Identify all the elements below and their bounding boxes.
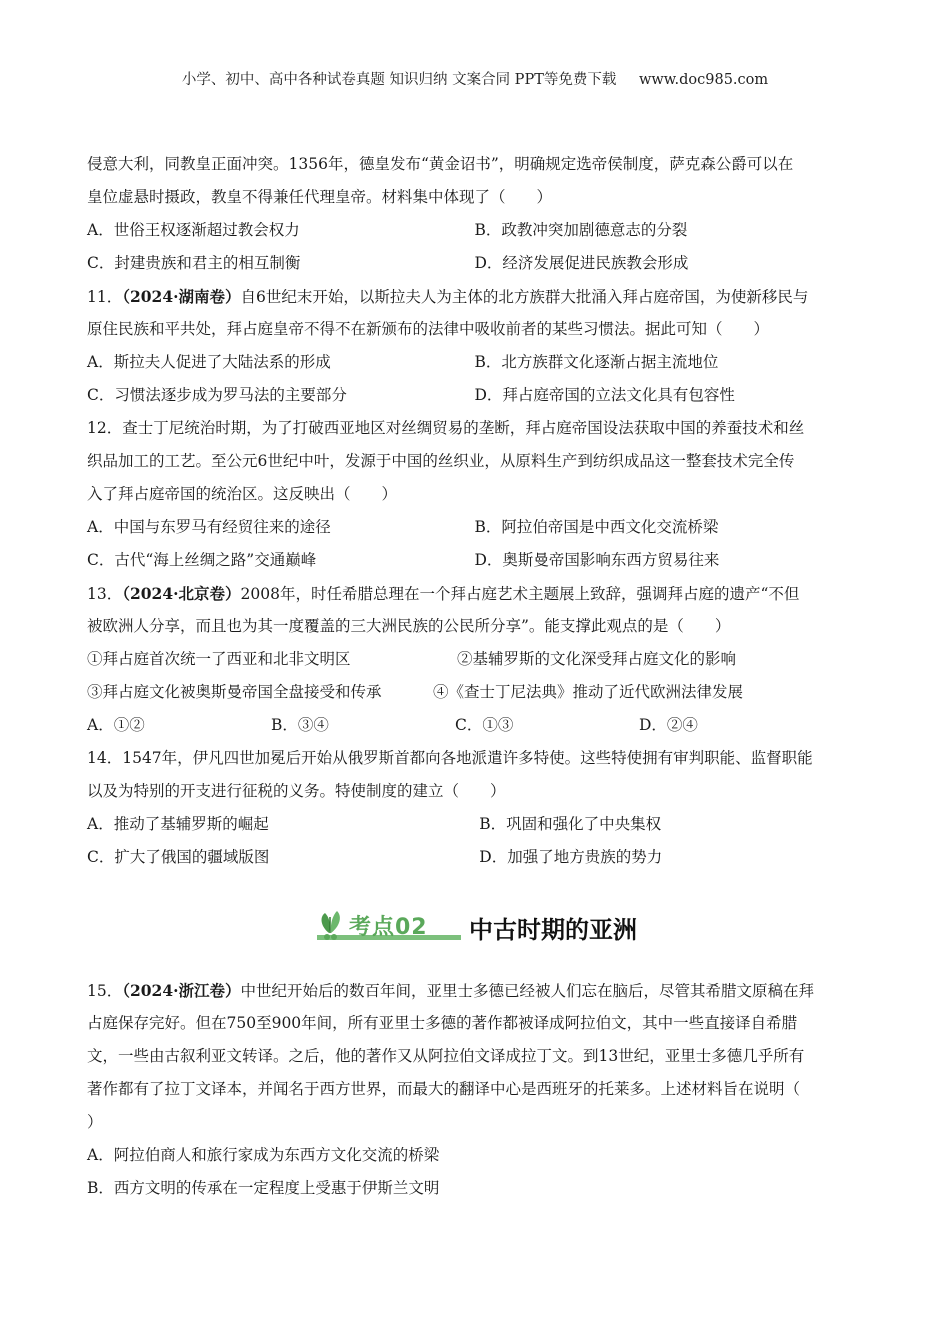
q11-options-row1 <box>87 346 862 379</box>
q12-options-row2 <box>87 544 862 577</box>
question-list-bottom <box>87 974 862 1205</box>
q11-option-b[interactable]: B．北方族群文化逐渐占据主流地位 <box>474 353 719 371</box>
q15-line5: ） <box>87 1113 103 1131</box>
page-header <box>0 68 950 89</box>
q12-option-b[interactable]: B．阿拉伯帝国是中西文化交流桥梁 <box>474 518 719 536</box>
q15-option-b[interactable]: B．西方文明的传承在一定程度上受惠于伊斯兰文明 <box>87 1179 440 1197</box>
q13-item-4: ④《查士丁尼法典》推动了近代欧洲法律发展 <box>433 683 744 701</box>
q10-option-c[interactable]: C．封建贵族和君主的相互制衡 <box>87 254 301 272</box>
q10-options-row2 <box>87 247 862 280</box>
q14-option-c[interactable]: C．扩大了俄国的疆域版图 <box>87 848 270 866</box>
q13-option-d[interactable]: D．②④ <box>639 716 698 734</box>
q13-line2: 被欧洲人分享，而且也为其一度覆盖的三大洲民族的公民所分享”。能支撑此观点的是（ ） <box>87 617 731 635</box>
q11-number: 11． <box>87 288 123 306</box>
header-text: 小学、初中、高中各种试卷真题 知识归纳 文案合同 PPT等免费下载 <box>181 72 617 88</box>
q12-line1: 12．查士丁尼统治时期，为了打破西亚地区对丝绸贸易的垄断，拜占庭帝国设法获取中国的养蚕技术和丝 <box>87 419 805 437</box>
q11-options-row2 <box>87 379 862 412</box>
q13-items-row1 <box>87 643 862 676</box>
q10-option-a[interactable]: A．世俗王权逐渐超过教会权力 <box>87 221 300 239</box>
q13-line1 <box>87 577 862 610</box>
q15-line3: 文，一些由古叙利亚文转译。之后，他的著作又从阿拉伯文译成拉丁文。到13世纪，亚里士多德几乎所有 <box>87 1047 805 1065</box>
q15-option-a[interactable]: A．阿拉伯商人和旅行家成为东西方文化交流的桥梁 <box>87 1146 440 1164</box>
q15-source: （2024·浙江卷） <box>122 981 241 1000</box>
q13-item-3: ③拜占庭文化被奥斯曼帝国全盘接受和传承 <box>87 683 382 701</box>
q15-line2: 占庭保存完好。但在750至900年间，所有亚里士多德的著作都被译成阿拉伯文，其中一些直接译自希腊 <box>87 1014 798 1032</box>
q13-item-2: ②基辅罗斯的文化深受拜占庭文化的影响 <box>457 650 737 668</box>
q15-line1 <box>87 974 862 1007</box>
section-title: 中古时期的亚洲 <box>469 915 637 944</box>
q12-option-a[interactable]: A．中国与东罗马有经贸往来的途径 <box>87 518 331 536</box>
question-list-top <box>87 148 862 874</box>
q10-options-row1 <box>87 214 862 247</box>
q13-text1: 2008年，时任希腊总理在一个拜占庭艺术主题展上致辞，强调拜占庭的遗产“不但 <box>240 585 800 603</box>
q12-line3: 入了拜占庭帝国的统治区。这反映出（ ） <box>87 485 398 503</box>
q13-number: 13． <box>87 585 123 603</box>
q12-options-row1 <box>87 511 862 544</box>
q14-line1: 14．1547年，伊凡四世加冕后开始从俄罗斯首都向各地派遣许多特使。这些特使拥有审判职能、监督职能 <box>87 749 813 767</box>
q14-option-d[interactable]: D．加强了地方贵族的势力 <box>479 848 663 866</box>
q11-line2: 原住民族和平共处，拜占庭皇帝不得不在新颁布的法律中吸收前者的某些习惯法。据此可知（ ） <box>87 320 770 338</box>
section-badge <box>313 905 463 945</box>
q13-item-1: ①拜占庭首次统一了西亚和北非文明区 <box>87 650 351 668</box>
q14-options-row1 <box>87 808 862 841</box>
q11-option-a[interactable]: A．斯拉夫人促进了大陆法系的形成 <box>87 353 331 371</box>
q11-source: （2024·湖南卷） <box>122 287 241 306</box>
header-url[interactable]: www.doc985.com <box>638 72 769 88</box>
q13-option-c[interactable]: C．①③ <box>455 716 514 734</box>
q10-option-b[interactable]: B．政教冲突加剧德意志的分裂 <box>474 221 688 239</box>
q11-option-c[interactable]: C．习惯法逐步成为罗马法的主要部分 <box>87 386 347 404</box>
q12-option-c[interactable]: C．古代“海上丝绸之路”交通巅峰 <box>87 551 317 569</box>
q12-line2: 织品加工的工艺。至公元6世纪中叶，发源于中国的丝织业，从原料生产到纺织成品这一整套技术完全传 <box>87 452 795 470</box>
q13-option-b[interactable]: B．③④ <box>271 716 329 734</box>
q10-line2: 皇位虚悬时摄政，教皇不得兼任代理皇帝。材料集中体现了（ ） <box>87 188 553 206</box>
q10-option-d[interactable]: D．经济发展促进民族教会形成 <box>474 254 689 272</box>
q14-option-a[interactable]: A．推动了基辅罗斯的崛起 <box>87 815 269 833</box>
q13-options <box>87 709 862 742</box>
q14-line2: 以及为特别的开支进行征税的义务。特使制度的建立（ ） <box>87 782 506 800</box>
q13-option-a[interactable]: A．①② <box>87 716 145 734</box>
q12-option-d[interactable]: D．奥斯曼帝国影响东西方贸易往来 <box>474 551 720 569</box>
q11-text1: 自6世纪末开始，以斯拉夫人为主体的北方族群大批涌入拜占庭帝国，为使新移民与 <box>240 288 809 306</box>
q11-line1 <box>87 280 862 313</box>
q13-items-row2 <box>87 676 862 709</box>
q11-option-d[interactable]: D．拜占庭帝国的立法文化具有包容性 <box>474 386 735 404</box>
q15-line4: 著作都有了拉丁文译本，并闻名于西方世界，而最大的翻译中心是西班牙的托莱多。上述材料旨在说明（ <box>87 1080 801 1098</box>
section-heading <box>0 900 950 950</box>
q10-line1: 侵意大利，同教皇正面冲突。1356年，德皇发布“黄金诏书”，明确规定选帝侯制度，萨克森公爵可以在 <box>87 155 794 173</box>
q14-options-row2 <box>87 841 862 874</box>
q15-number: 15． <box>87 982 123 1000</box>
section-badge-label: 考点02 <box>349 915 428 940</box>
q15-text1: 中世纪开始后的数百年间，亚里士多德已经被人们忘在脑后，尽管其希腊文原稿在拜 <box>240 982 815 1000</box>
q14-option-b[interactable]: B．巩固和强化了中央集权 <box>479 815 662 833</box>
q13-source: （2024·北京卷） <box>122 584 241 603</box>
